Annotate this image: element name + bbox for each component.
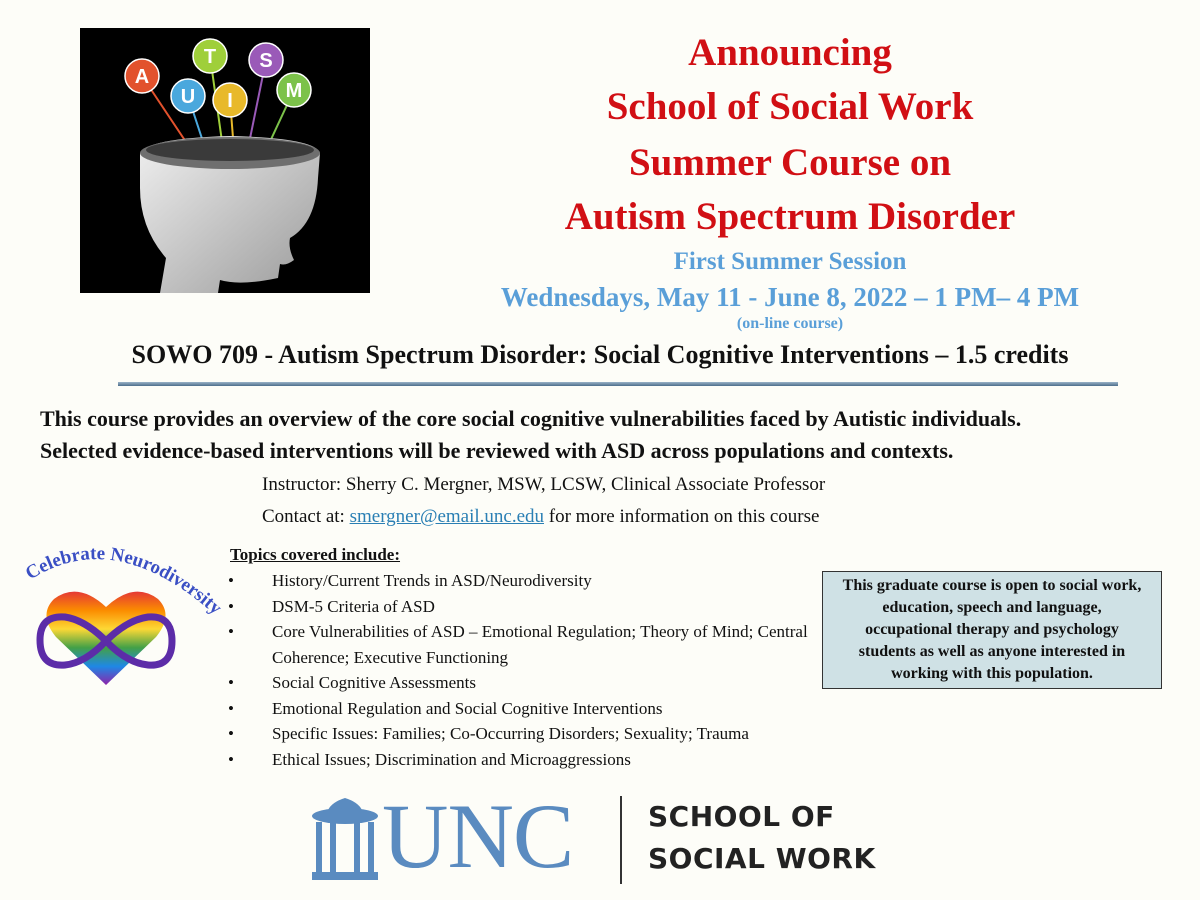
topic-item — [228, 670, 838, 696]
bullet-icon: • — [228, 749, 234, 769]
topic-text: DSM-5 Criteria of ASD — [272, 596, 435, 616]
old-well-icon — [310, 796, 380, 886]
topics-list — [228, 568, 838, 772]
instructor-line: Instructor: Sherry C. Mergner, MSW, LCSW, Clinical Associate Professor — [262, 474, 826, 495]
topic-text: History/Current Trends in ASD/Neurodiversity — [272, 571, 592, 590]
logo-separator — [620, 796, 622, 884]
session-name: First Summer Session — [673, 248, 907, 275]
balloon-letter: A — [134, 66, 150, 88]
session-format: (on-line course) — [736, 315, 844, 332]
autism-head-image — [80, 28, 370, 293]
unc-school-line-2: SOCIAL WORK — [648, 842, 876, 875]
title-school: School of Social Work — [606, 85, 974, 128]
audience-text: This graduate course is open to social work, education, speech and language, occupational therapy and psychology students as well as anyone interested in working with this population. — [842, 577, 1142, 682]
unc-school-of-social-work-logo — [310, 785, 876, 890]
contact-line — [262, 506, 819, 528]
balloon-letter: U — [180, 86, 196, 108]
topic-text: Emotional Regulation and Social Cognitive Interventions — [272, 698, 663, 718]
description-line-2: Selected evidence-based interventions will be reviewed with ASD across populations and contexts. — [40, 438, 954, 463]
audience-info-box — [822, 571, 1162, 689]
email-link[interactable]: smergner@email.unc.edu — [349, 506, 545, 527]
balloon-letter: T — [203, 46, 217, 68]
balloon-letter: S — [259, 50, 273, 72]
topic-item — [228, 568, 838, 594]
topic-text: Core Vulnerabilities of ASD – Emotional Regulation; Theory of Mind; Central Coherence; Executive Functioning — [272, 622, 808, 667]
bullet-icon: • — [228, 673, 234, 692]
topic-item — [228, 721, 838, 747]
balloon-letter: M — [285, 80, 303, 102]
topic-item — [228, 619, 838, 670]
topic-text: Social Cognitive Assessments — [272, 673, 476, 692]
contact-prefix: Contact at: — [262, 506, 350, 527]
topic-item — [228, 747, 838, 773]
divider — [118, 382, 1118, 386]
bullet-icon: • — [228, 596, 234, 616]
unc-school-line-1: SCHOOL OF — [648, 800, 835, 833]
head-illustration — [80, 28, 370, 293]
neurodiversity-heart-icon — [20, 545, 230, 695]
topic-text: Ethical Issues; Discrimination and Microaggressions — [272, 749, 631, 769]
title-announcing: Announcing — [688, 31, 892, 74]
topic-item — [228, 696, 838, 722]
celebrate-text: Celebrate Neurodiversity — [21, 545, 226, 619]
balloon-letter: I — [227, 90, 233, 112]
unc-wordmark: UNC — [382, 785, 574, 887]
contact-suffix: for more information on this course — [544, 506, 820, 527]
topics-heading: Topics covered include: — [230, 545, 401, 564]
title-autism: Autism Spectrum Disorder — [564, 195, 1016, 238]
description-line-1: This course provides an overview of the core social cognitive vulnerabilities faced by Autistic individuals. — [40, 406, 1022, 431]
bullet-icon: • — [228, 698, 234, 718]
bullet-icon: • — [228, 571, 234, 590]
bullet-icon: • — [228, 622, 234, 641]
title-summer-course: Summer Course on — [628, 141, 952, 184]
celebrate-neurodiversity-logo — [20, 545, 230, 695]
bullet-icon: • — [228, 724, 234, 743]
session-dates: Wednesdays, May 11 - June 8, 2022 – 1 PM– 4 PM — [500, 282, 1080, 312]
topic-item — [228, 594, 838, 620]
course-title: SOWO 709 - Autism Spectrum Disorder: Social Cognitive Interventions – 1.5 credits — [131, 340, 1069, 369]
topic-text: Specific Issues: Families; Co-Occurring Disorders; Sexuality; Trauma — [272, 724, 749, 743]
